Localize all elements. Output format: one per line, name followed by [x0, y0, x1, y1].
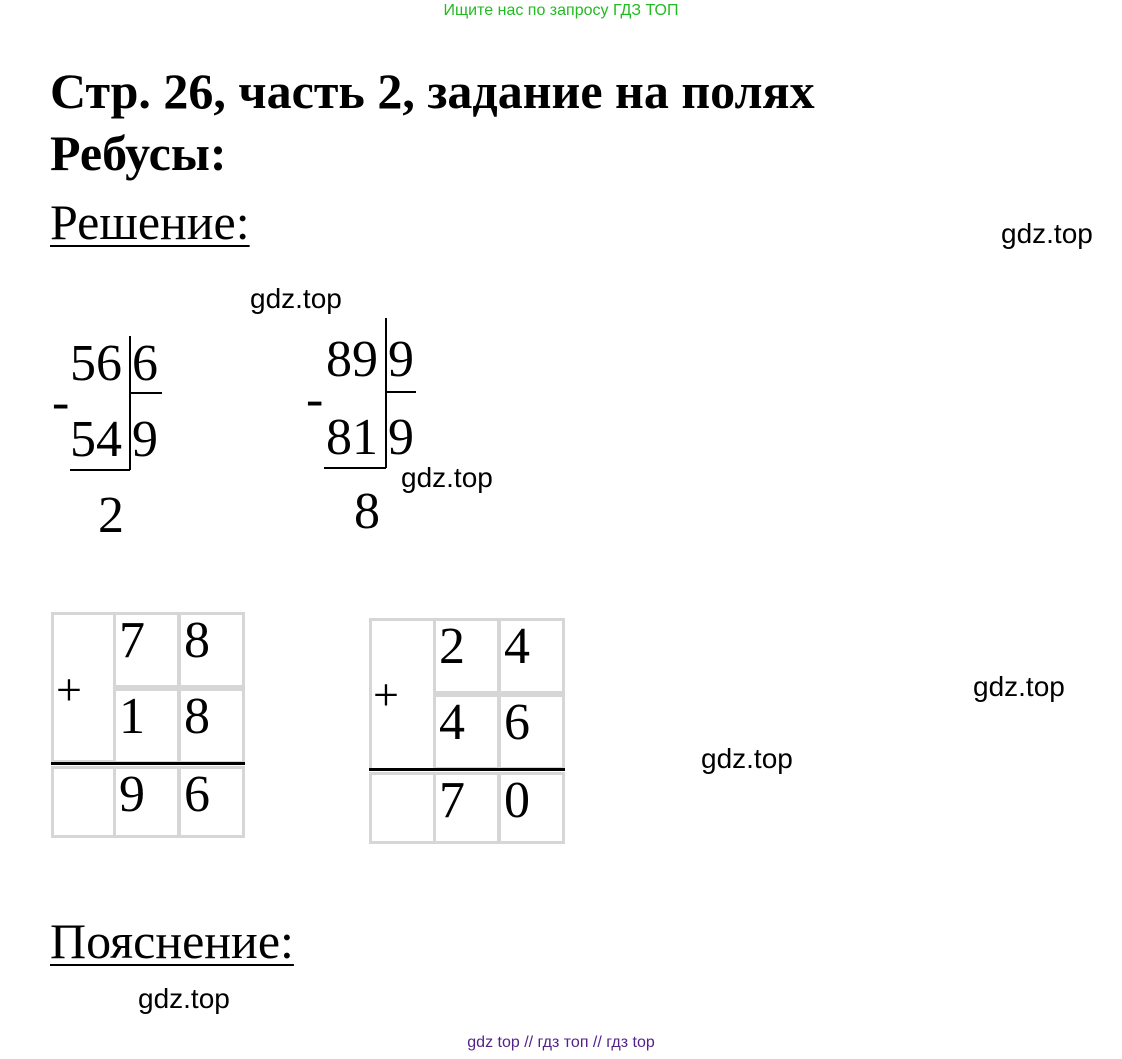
divisor: 9	[388, 331, 414, 388]
product: 54	[70, 411, 122, 468]
subtraction-line	[70, 469, 130, 471]
digit-cell: 8	[178, 612, 245, 688]
minus-sign: -	[306, 371, 324, 428]
dividend: 89	[326, 331, 378, 388]
page-title	[50, 60, 815, 184]
quotient-line	[130, 392, 162, 394]
watermark-2: gdz.top	[250, 283, 342, 314]
quotient: 9	[388, 409, 414, 466]
remainder: 8	[354, 483, 380, 540]
watermark-3: gdz.top	[401, 462, 493, 493]
title-line-1: Стр. 26, часть 2, задание на полях	[50, 63, 815, 119]
digit-cell: 6	[498, 694, 565, 770]
digit-cell: 7	[113, 612, 180, 688]
watermark-4: gdz.top	[973, 671, 1065, 702]
product: 81	[326, 409, 378, 466]
digit-cell: 2	[433, 618, 500, 694]
empty-cell	[51, 766, 116, 838]
sum-cell: 9	[113, 766, 180, 838]
title-line-2: Ребусы:	[50, 125, 227, 181]
footer-links[interactable]: gdz top // гдз топ // гдз top	[467, 1034, 655, 1051]
division-bar	[129, 336, 131, 470]
division-bar	[385, 318, 387, 468]
sum-line	[51, 762, 245, 765]
empty-cell	[369, 772, 436, 844]
subtraction-line	[324, 467, 386, 469]
digit-cell: 4	[433, 694, 500, 770]
explanation-heading: Пояснение:	[50, 913, 294, 969]
digit-cell: 4	[498, 618, 565, 694]
watermark-1: gdz.top	[1001, 218, 1093, 249]
solution-heading: Решение:	[50, 194, 250, 250]
plus-sign: +	[56, 664, 82, 715]
watermark-5: gdz.top	[701, 743, 793, 774]
sum-line	[369, 768, 565, 771]
quotient-line	[386, 391, 416, 393]
top-banner[interactable]: Ищите нас по запросу ГДЗ ТОП	[443, 2, 679, 19]
remainder: 2	[98, 487, 124, 544]
divisor: 6	[132, 335, 158, 392]
digit-cell: 8	[178, 688, 245, 764]
sum-cell: 6	[178, 766, 245, 838]
watermark-6: gdz.top	[138, 983, 230, 1014]
minus-sign: -	[52, 374, 70, 431]
quotient: 9	[132, 411, 158, 468]
plus-sign: +	[373, 669, 399, 720]
sum-cell: 0	[498, 772, 565, 844]
dividend: 56	[70, 335, 122, 392]
digit-cell: 1	[113, 688, 180, 764]
sum-cell: 7	[433, 772, 500, 844]
